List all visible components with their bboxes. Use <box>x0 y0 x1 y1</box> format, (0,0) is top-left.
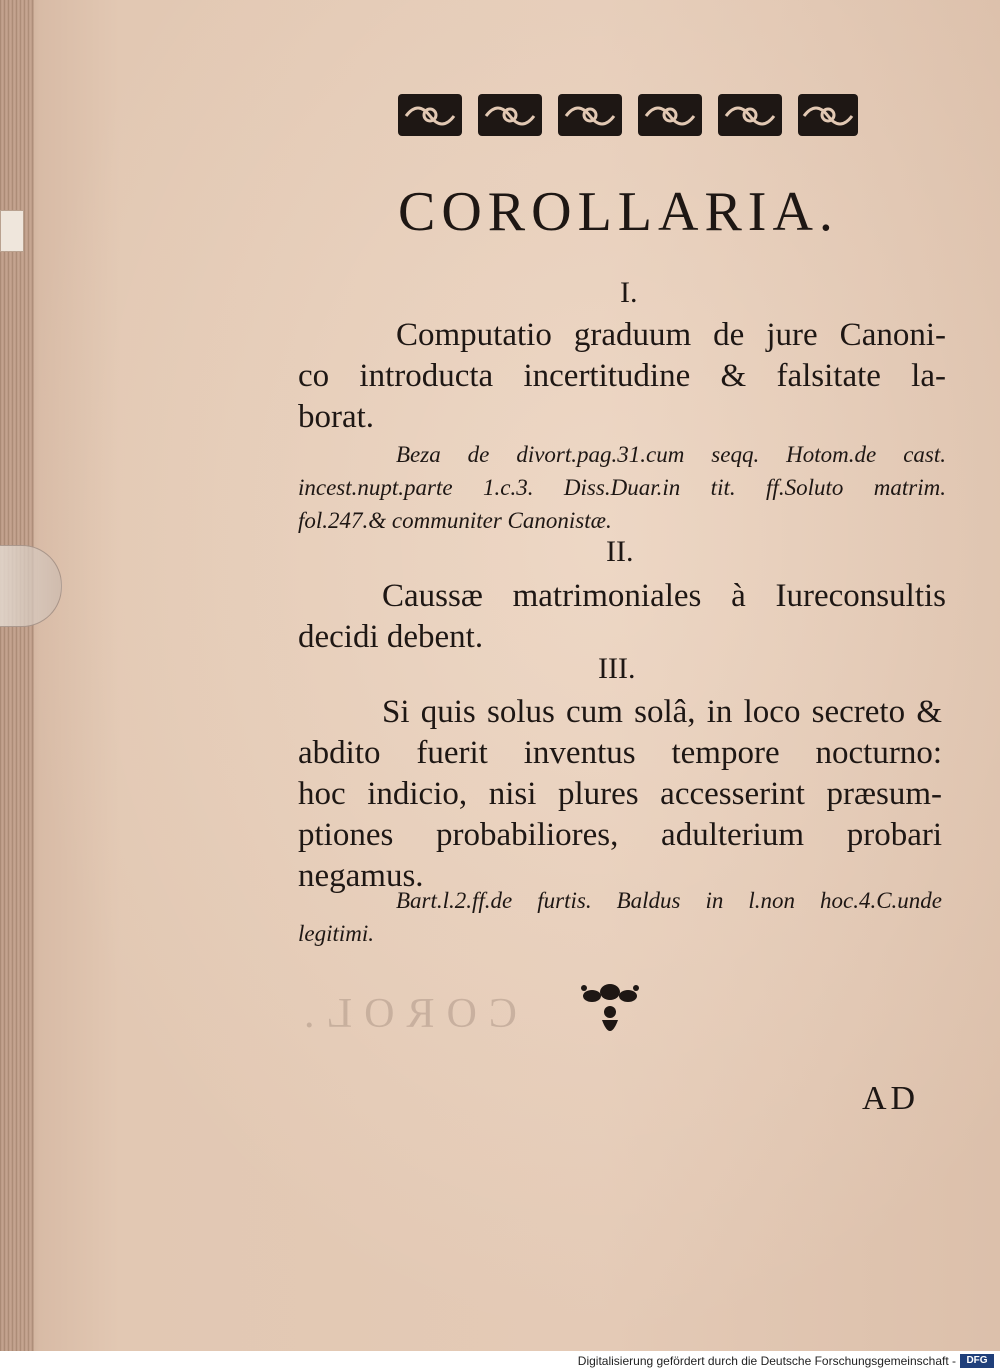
section-number-3: III. <box>598 652 636 685</box>
footer-bar <box>0 1351 1000 1371</box>
page-clip <box>0 545 62 627</box>
text-line: hoc indicio, nisi plures accesserint præsum- <box>298 776 942 812</box>
section-number-1: I. <box>620 276 638 309</box>
citation-1 <box>298 438 946 537</box>
footer-credit: Digitalisierung gefördert durch die Deutsche Forschungsgemeinschaft - <box>577 1354 956 1368</box>
text-line: borat. <box>298 399 375 435</box>
citation-line: Beza de divort.pag.31.cum seqq. Hotom.de cast. <box>396 442 946 467</box>
citation-line: Bart.l.2.ff.de furtis. Baldus in l.non hoc.4.C.unde <box>396 888 942 913</box>
text-line: Caussæ matrimoniales à Iureconsultis <box>382 578 946 614</box>
paper-tab <box>0 210 24 252</box>
bleed-through-signature: COROL. <box>292 991 517 1037</box>
page-edge <box>0 0 34 1351</box>
text-line: negamus. <box>298 858 424 894</box>
citation-line: incest.nupt.parte 1.c.3. Diss.Duar.in tit. ff.Soluto matrim. <box>298 475 946 500</box>
ornament-band <box>398 88 858 142</box>
section-text-3 <box>298 692 942 897</box>
text-line: decidi debent. <box>298 619 484 655</box>
fleuron-ornament <box>578 976 642 1042</box>
catchword: AD <box>862 1080 920 1117</box>
text-line: co introducta incertitudine & falsitate la- <box>298 358 946 394</box>
text-line: Computatio graduum de jure Canoni- <box>396 317 946 353</box>
text-line: Si quis solus cum solâ, in loco secreto & <box>382 694 942 730</box>
section-text-1 <box>298 315 946 438</box>
text-line: ptiones probabiliores, adulterium probari <box>298 817 942 853</box>
dfg-logo: DFG <box>960 1354 994 1368</box>
page-title: COROLLARIA. <box>398 181 839 243</box>
text-line: abdito fuerit inventus tempore nocturno: <box>298 735 942 771</box>
citation-line: legitimi. <box>298 921 375 946</box>
section-text-2 <box>298 576 946 658</box>
citation-line: fol.247.& communiter Canonistæ. <box>298 508 612 533</box>
citation-3 <box>298 884 942 950</box>
section-number-2: II. <box>606 535 634 568</box>
